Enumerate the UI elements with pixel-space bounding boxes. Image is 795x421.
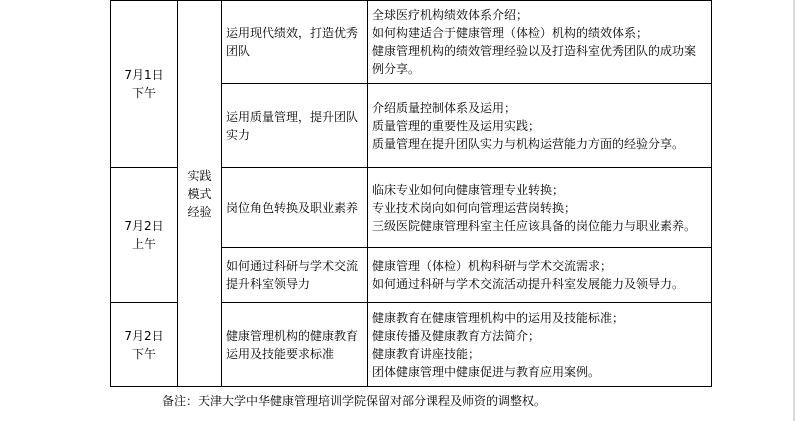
time-cell — [111, 303, 178, 387]
content-line: 全球医疗机构绩效体系介绍； — [372, 8, 529, 22]
time-period: 下午 — [131, 346, 156, 361]
topic-cell: 运用现代绩效，打造优秀团队 — [222, 1, 368, 84]
footnote: 备注：天津大学中华健康管理培训学院保留对部分课程及师资的调整权。 — [162, 394, 547, 408]
content-line: 团体健康管理中健康促进与教育应用案例。 — [372, 364, 601, 379]
topic-cell: 岗位角色转换及职业素养 — [222, 168, 368, 248]
content-line: 如何构建适合于健康管理（体检）机构的绩效体系； — [372, 26, 649, 40]
time-date: 7月2日 — [124, 328, 164, 343]
content-cell — [368, 84, 712, 168]
table-row — [111, 1, 712, 84]
content-line: 健康管理（体检）机构科研与学术交流需求； — [372, 259, 613, 273]
content-line: 专业技术岗向如何向管理运营岗转换； — [372, 200, 577, 215]
time-cell — [111, 168, 178, 303]
content-cell — [368, 168, 712, 248]
mode-cell: 实践模式经验 — [178, 1, 222, 387]
content-line: 临床专业如何向健康管理专业转换； — [372, 182, 565, 197]
content-cell — [368, 303, 712, 387]
topic-cell: 健康管理机构的健康教育运用及技能要求标准 — [222, 303, 368, 387]
content-line: 介绍质量控制体系及运用； — [372, 100, 517, 115]
content-line: 质量管理在提升团队实力与机构运营能力方面的经验分享。 — [372, 136, 685, 151]
time-period: 下午 — [131, 86, 156, 100]
content-line: 三级医院健康管理科室主任应该具备的岗位能力与职业素养。 — [372, 218, 697, 233]
content-line: 健康教育讲座技能； — [372, 346, 481, 361]
content-line: 健康传播及健康教育方法简介； — [372, 328, 541, 343]
time-cell — [111, 1, 178, 168]
content-line: 质量管理的重要性及运用实践； — [372, 118, 541, 133]
content-line: 健康管理机构的绩效管理经验以及打造科室优秀团队的成功案例分享。 — [372, 44, 697, 76]
content-line: 健康教育在健康管理机构中的运用及技能标准； — [372, 310, 625, 325]
content-cell — [368, 1, 712, 84]
time-date: 7月2日 — [124, 219, 164, 233]
time-period: 上午 — [131, 237, 156, 251]
content-cell — [368, 248, 712, 303]
schedule-table — [110, 0, 712, 387]
topic-cell: 如何通过科研与学术交流提升科室领导力 — [222, 248, 368, 303]
content-line: 如何通过科研与学术交流活动提升科室发展能力及领导力。 — [372, 277, 685, 291]
topic-cell: 运用质量管理，提升团队实力 — [222, 84, 368, 168]
time-date: 7月1日 — [124, 68, 164, 82]
